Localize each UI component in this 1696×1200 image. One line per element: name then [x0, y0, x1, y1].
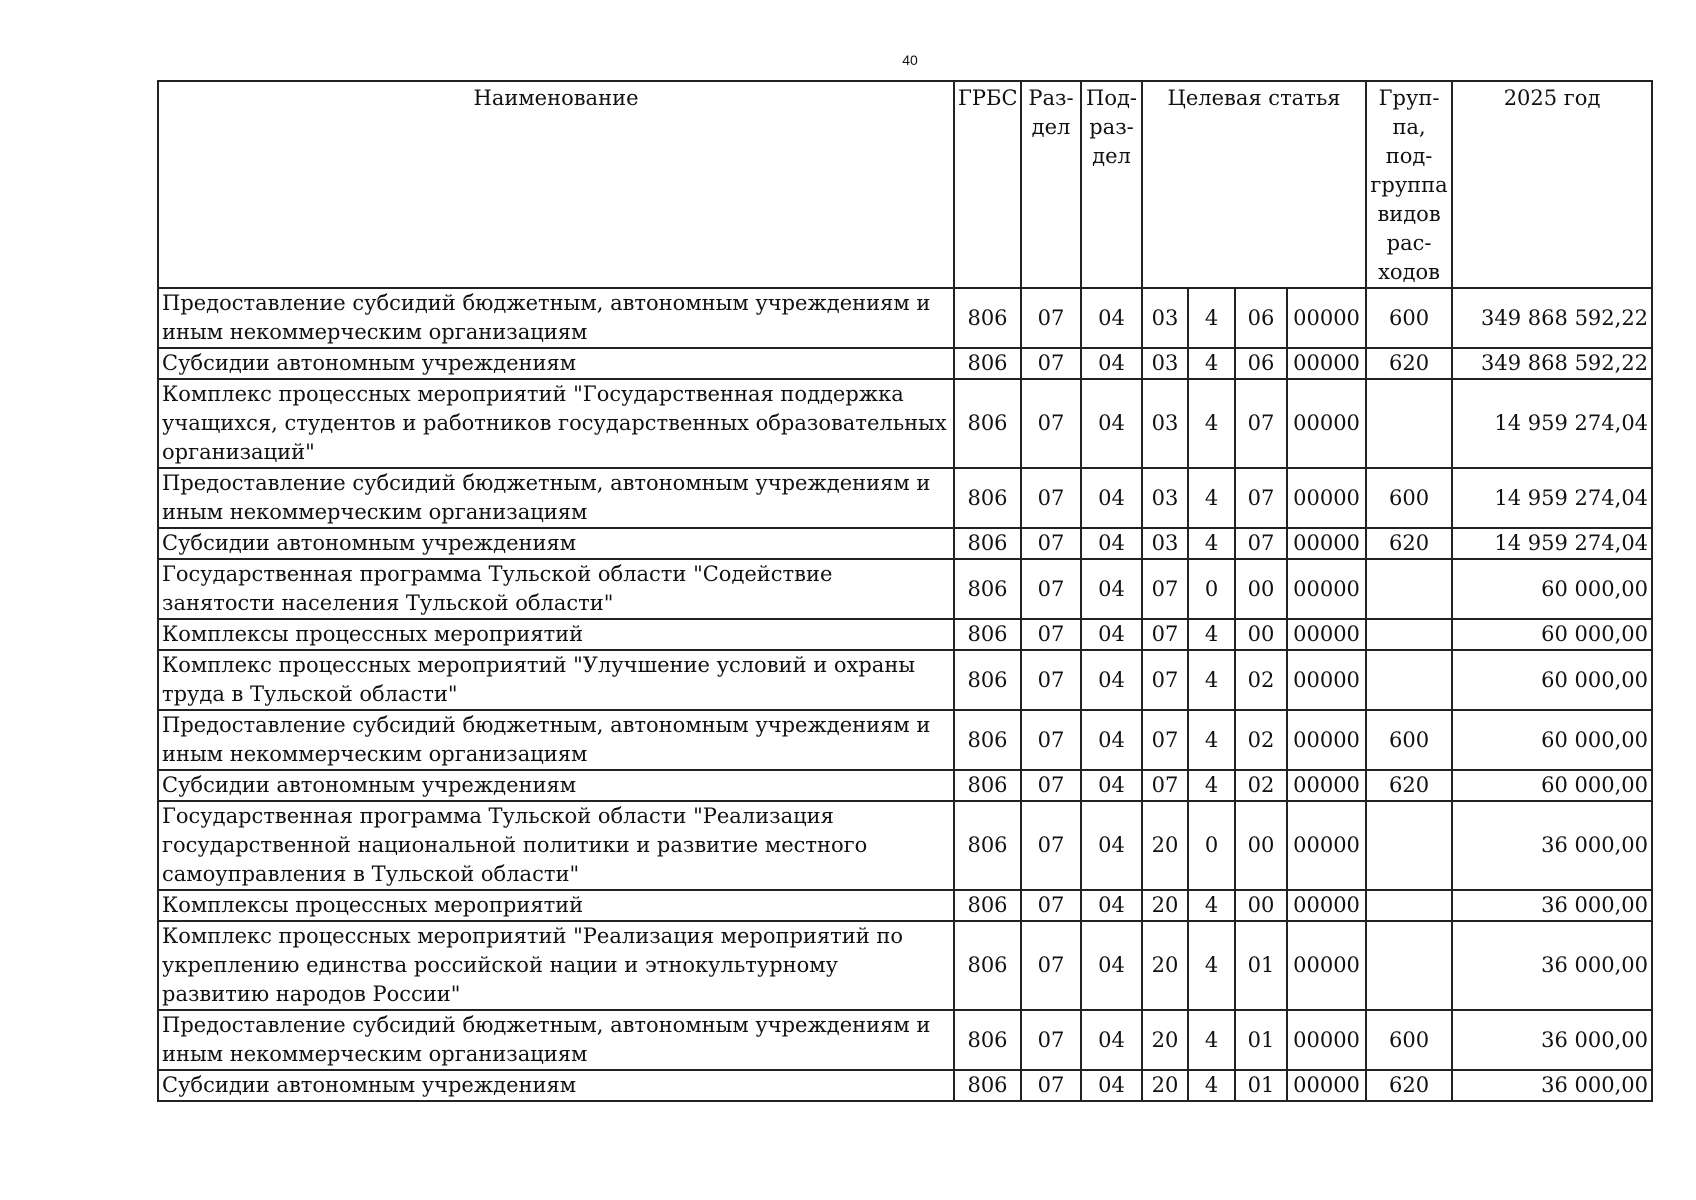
cell-target-direction: 00000 — [1287, 650, 1366, 710]
cell-razdel: 07 — [1021, 1070, 1081, 1101]
cell-target-direction: 00000 — [1287, 921, 1366, 1010]
cell-target-type: 4 — [1188, 348, 1235, 379]
cell-target-complex: 00 — [1235, 619, 1287, 650]
cell-razdel: 07 — [1021, 288, 1081, 348]
cell-target-direction: 00000 — [1287, 528, 1366, 559]
cell-amount: 36 000,00 — [1452, 890, 1652, 921]
cell-podrazdel: 04 — [1081, 1010, 1142, 1070]
cell-target-program: 07 — [1142, 559, 1188, 619]
cell-razdel: 07 — [1021, 801, 1081, 890]
cell-target-direction: 00000 — [1287, 559, 1366, 619]
cell-expense-group: 600 — [1366, 1010, 1452, 1070]
cell-expense-group: 600 — [1366, 468, 1452, 528]
cell-target-program: 20 — [1142, 1010, 1188, 1070]
cell-podrazdel: 04 — [1081, 710, 1142, 770]
cell-target-complex: 02 — [1235, 710, 1287, 770]
cell-amount: 36 000,00 — [1452, 921, 1652, 1010]
cell-name: Субсидии автономным учреждениям — [158, 770, 954, 801]
cell-target-type: 4 — [1188, 528, 1235, 559]
cell-grbs: 806 — [954, 890, 1021, 921]
cell-grbs: 806 — [954, 379, 1021, 468]
table-row — [158, 650, 1652, 710]
cell-target-complex: 06 — [1235, 348, 1287, 379]
cell-razdel: 07 — [1021, 921, 1081, 1010]
cell-target-complex: 01 — [1235, 1010, 1287, 1070]
header-grbs: ГРБС — [954, 81, 1021, 288]
table-row — [158, 559, 1652, 619]
table-row — [158, 528, 1652, 559]
cell-expense-group: 620 — [1366, 770, 1452, 801]
cell-name: Государственная программа Тульской области "Реализация государственной национальной политики и развитие местного самоуправления в Тульской области" — [158, 801, 954, 890]
cell-target-complex: 07 — [1235, 528, 1287, 559]
cell-target-program: 03 — [1142, 528, 1188, 559]
cell-razdel: 07 — [1021, 770, 1081, 801]
cell-amount: 60 000,00 — [1452, 559, 1652, 619]
cell-target-complex: 02 — [1235, 650, 1287, 710]
cell-grbs: 806 — [954, 650, 1021, 710]
cell-target-direction: 00000 — [1287, 379, 1366, 468]
header-podrazdel: Под- раз- дел — [1081, 81, 1142, 288]
cell-target-type: 4 — [1188, 1010, 1235, 1070]
cell-target-direction: 00000 — [1287, 348, 1366, 379]
cell-target-program: 20 — [1142, 801, 1188, 890]
cell-target-complex: 01 — [1235, 1070, 1287, 1101]
cell-razdel: 07 — [1021, 348, 1081, 379]
cell-amount: 14 959 274,04 — [1452, 379, 1652, 468]
cell-name: Комплекс процессных мероприятий "Улучшение условий и охраны труда в Тульской области" — [158, 650, 954, 710]
cell-grbs: 806 — [954, 1070, 1021, 1101]
cell-podrazdel: 04 — [1081, 559, 1142, 619]
cell-target-program: 07 — [1142, 650, 1188, 710]
cell-amount: 60 000,00 — [1452, 710, 1652, 770]
cell-grbs: 806 — [954, 1010, 1021, 1070]
cell-expense-group: 620 — [1366, 528, 1452, 559]
cell-target-type: 4 — [1188, 650, 1235, 710]
cell-name: Субсидии автономным учреждениям — [158, 348, 954, 379]
cell-razdel: 07 — [1021, 559, 1081, 619]
cell-expense-group: 600 — [1366, 288, 1452, 348]
cell-target-type: 4 — [1188, 288, 1235, 348]
cell-target-type: 4 — [1188, 890, 1235, 921]
cell-name: Государственная программа Тульской области "Содействие занятости населения Тульской области" — [158, 559, 954, 619]
cell-expense-group — [1366, 650, 1452, 710]
cell-expense-group: 620 — [1366, 348, 1452, 379]
cell-target-type: 0 — [1188, 559, 1235, 619]
cell-expense-group — [1366, 619, 1452, 650]
cell-name: Предоставление субсидий бюджетным, автономным учреждениям и иным некоммерческим организациям — [158, 1010, 954, 1070]
cell-amount: 349 868 592,22 — [1452, 348, 1652, 379]
cell-target-type: 4 — [1188, 379, 1235, 468]
cell-target-program: 03 — [1142, 288, 1188, 348]
cell-target-type: 4 — [1188, 770, 1235, 801]
cell-podrazdel: 04 — [1081, 921, 1142, 1010]
cell-target-program: 03 — [1142, 379, 1188, 468]
cell-target-direction: 00000 — [1287, 288, 1366, 348]
cell-target-program: 07 — [1142, 710, 1188, 770]
cell-amount: 60 000,00 — [1452, 650, 1652, 710]
header-year-2025: 2025 год — [1452, 81, 1652, 288]
header-target-article: Целевая статья — [1142, 81, 1366, 288]
cell-grbs: 806 — [954, 921, 1021, 1010]
table-row — [158, 770, 1652, 801]
cell-target-program: 20 — [1142, 890, 1188, 921]
cell-name: Комплекс процессных мероприятий "Государственная поддержка учащихся, студентов и работников государственных образовательных организаций" — [158, 379, 954, 468]
cell-target-complex: 07 — [1235, 468, 1287, 528]
cell-amount: 60 000,00 — [1452, 770, 1652, 801]
page-number: 40 — [902, 52, 918, 68]
cell-amount: 36 000,00 — [1452, 1010, 1652, 1070]
cell-grbs: 806 — [954, 619, 1021, 650]
cell-target-complex: 06 — [1235, 288, 1287, 348]
cell-expense-group — [1366, 890, 1452, 921]
cell-target-program: 20 — [1142, 1070, 1188, 1101]
cell-amount: 14 959 274,04 — [1452, 468, 1652, 528]
cell-target-type: 4 — [1188, 619, 1235, 650]
cell-podrazdel: 04 — [1081, 288, 1142, 348]
cell-grbs: 806 — [954, 348, 1021, 379]
table-row — [158, 619, 1652, 650]
cell-target-direction: 00000 — [1287, 770, 1366, 801]
cell-target-program: 07 — [1142, 619, 1188, 650]
cell-name: Субсидии автономным учреждениям — [158, 528, 954, 559]
cell-grbs: 806 — [954, 468, 1021, 528]
table-header — [158, 81, 1652, 288]
table-row — [158, 379, 1652, 468]
table-row — [158, 710, 1652, 770]
cell-target-complex: 00 — [1235, 890, 1287, 921]
cell-target-complex: 07 — [1235, 379, 1287, 468]
cell-expense-group: 600 — [1366, 710, 1452, 770]
cell-podrazdel: 04 — [1081, 619, 1142, 650]
cell-target-direction: 00000 — [1287, 801, 1366, 890]
cell-amount: 36 000,00 — [1452, 1070, 1652, 1101]
cell-amount: 14 959 274,04 — [1452, 528, 1652, 559]
table-row — [158, 468, 1652, 528]
cell-target-complex: 02 — [1235, 770, 1287, 801]
cell-amount: 36 000,00 — [1452, 801, 1652, 890]
cell-podrazdel: 04 — [1081, 528, 1142, 559]
cell-razdel: 07 — [1021, 619, 1081, 650]
cell-name: Предоставление субсидий бюджетным, автономным учреждениям и иным некоммерческим организациям — [158, 288, 954, 348]
table-row — [158, 1010, 1652, 1070]
cell-amount: 60 000,00 — [1452, 619, 1652, 650]
cell-name: Комплексы процессных мероприятий — [158, 619, 954, 650]
cell-target-direction: 00000 — [1287, 1010, 1366, 1070]
cell-grbs: 806 — [954, 528, 1021, 559]
header-expense-group: Груп- па, под- группа видов рас- ходов — [1366, 81, 1452, 288]
cell-target-program: 03 — [1142, 348, 1188, 379]
cell-target-program: 03 — [1142, 468, 1188, 528]
cell-name: Предоставление субсидий бюджетным, автономным учреждениям и иным некоммерческим организациям — [158, 468, 954, 528]
cell-name: Предоставление субсидий бюджетным, автономным учреждениям и иным некоммерческим организациям — [158, 710, 954, 770]
cell-razdel: 07 — [1021, 528, 1081, 559]
cell-expense-group — [1366, 801, 1452, 890]
cell-grbs: 806 — [954, 710, 1021, 770]
cell-name: Комплексы процессных мероприятий — [158, 890, 954, 921]
table-row — [158, 801, 1652, 890]
cell-podrazdel: 04 — [1081, 890, 1142, 921]
cell-razdel: 07 — [1021, 468, 1081, 528]
cell-podrazdel: 04 — [1081, 468, 1142, 528]
cell-expense-group: 620 — [1366, 1070, 1452, 1101]
cell-razdel: 07 — [1021, 379, 1081, 468]
cell-podrazdel: 04 — [1081, 379, 1142, 468]
cell-name: Субсидии автономным учреждениям — [158, 1070, 954, 1101]
cell-grbs: 806 — [954, 288, 1021, 348]
cell-target-type: 4 — [1188, 921, 1235, 1010]
cell-podrazdel: 04 — [1081, 650, 1142, 710]
cell-target-direction: 00000 — [1287, 1070, 1366, 1101]
cell-grbs: 806 — [954, 801, 1021, 890]
cell-target-complex: 00 — [1235, 559, 1287, 619]
cell-podrazdel: 04 — [1081, 348, 1142, 379]
cell-target-direction: 00000 — [1287, 890, 1366, 921]
cell-target-type: 4 — [1188, 468, 1235, 528]
table-row — [158, 921, 1652, 1010]
cell-razdel: 07 — [1021, 1010, 1081, 1070]
header-name: Наименование — [158, 81, 954, 288]
cell-target-program: 07 — [1142, 770, 1188, 801]
cell-podrazdel: 04 — [1081, 770, 1142, 801]
cell-target-program: 20 — [1142, 921, 1188, 1010]
budget-table — [157, 80, 1653, 1102]
cell-target-direction: 00000 — [1287, 619, 1366, 650]
cell-razdel: 07 — [1021, 890, 1081, 921]
cell-target-direction: 00000 — [1287, 468, 1366, 528]
cell-target-type: 0 — [1188, 801, 1235, 890]
cell-name: Комплекс процессных мероприятий "Реализация мероприятий по укреплению единства российской нации и этнокультурному развитию народов России" — [158, 921, 954, 1010]
cell-amount: 349 868 592,22 — [1452, 288, 1652, 348]
cell-grbs: 806 — [954, 559, 1021, 619]
cell-target-complex: 00 — [1235, 801, 1287, 890]
table-row — [158, 348, 1652, 379]
table-row — [158, 890, 1652, 921]
table-row — [158, 288, 1652, 348]
cell-grbs: 806 — [954, 770, 1021, 801]
table-row — [158, 1070, 1652, 1101]
cell-expense-group — [1366, 921, 1452, 1010]
cell-razdel: 07 — [1021, 710, 1081, 770]
cell-target-type: 4 — [1188, 1070, 1235, 1101]
table-body — [158, 288, 1652, 1101]
cell-target-type: 4 — [1188, 710, 1235, 770]
cell-expense-group — [1366, 379, 1452, 468]
header-razdel: Раз- дел — [1021, 81, 1081, 288]
cell-podrazdel: 04 — [1081, 801, 1142, 890]
cell-podrazdel: 04 — [1081, 1070, 1142, 1101]
cell-razdel: 07 — [1021, 650, 1081, 710]
cell-target-complex: 01 — [1235, 921, 1287, 1010]
cell-target-direction: 00000 — [1287, 710, 1366, 770]
cell-expense-group — [1366, 559, 1452, 619]
header-row — [158, 81, 1652, 288]
